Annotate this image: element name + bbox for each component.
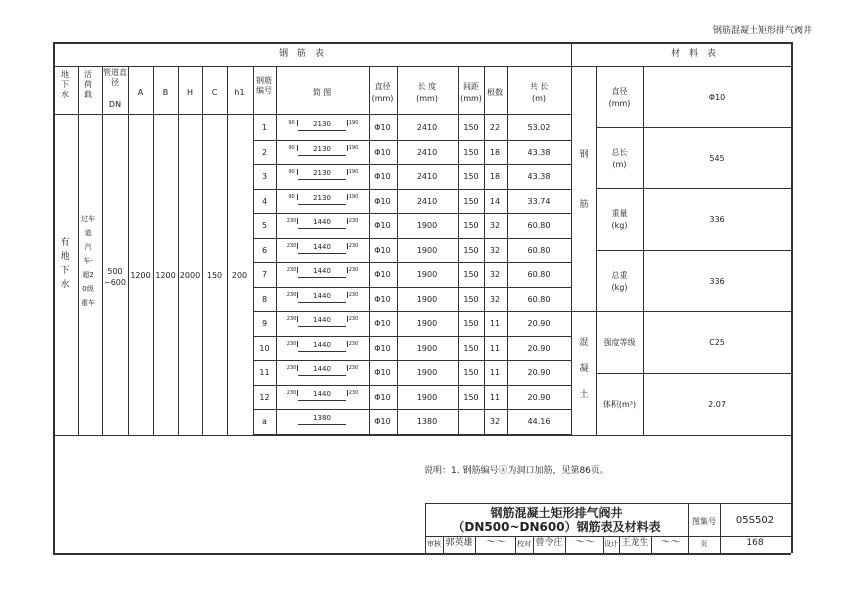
bar-no: a bbox=[262, 417, 267, 426]
bar-spacing: 150 bbox=[463, 344, 479, 353]
bar-dia: Φ10 bbox=[374, 172, 391, 181]
bar-length: 1900 bbox=[416, 295, 438, 304]
sketch-hook-left: 90 bbox=[286, 169, 298, 175]
bar-total: 53.02 bbox=[527, 123, 551, 132]
steel-label: 钢 筋 bbox=[579, 150, 589, 210]
sketch-hook-right: 230 bbox=[348, 243, 359, 249]
bar-total: 33.74 bbox=[527, 197, 551, 206]
grid-line bbox=[596, 188, 791, 189]
col-b: B bbox=[162, 88, 169, 97]
sketch-hook-left: 90 bbox=[286, 194, 298, 200]
bar-sketch bbox=[286, 388, 358, 404]
grid-line bbox=[153, 66, 154, 435]
sketch-hook-right: 190 bbox=[348, 194, 359, 200]
sketch-hook-left: 230 bbox=[286, 243, 297, 249]
bar-sketch bbox=[286, 118, 358, 134]
designer-signature: ～～ bbox=[659, 537, 680, 548]
bar-total: 43.38 bbox=[527, 148, 551, 157]
bar-length: 2410 bbox=[416, 197, 438, 206]
designer: 王龙生 bbox=[621, 538, 649, 548]
sketch-length: 2130 bbox=[298, 168, 346, 180]
bar-sketch bbox=[286, 241, 358, 257]
bar-length: 1380 bbox=[416, 417, 438, 426]
bar-no: 3 bbox=[261, 172, 268, 181]
col-sketch: 简 图 bbox=[312, 88, 332, 97]
sketch-hook-left: 90 bbox=[286, 145, 298, 151]
material-table-title: 材 料 表 bbox=[671, 49, 719, 59]
material-unit: (mm) bbox=[608, 98, 631, 108]
bar-dia: Φ10 bbox=[374, 246, 391, 255]
material-label: 强度等级 bbox=[603, 338, 636, 347]
sketch-length: 2130 bbox=[298, 193, 346, 205]
bar-no: 4 bbox=[261, 197, 268, 206]
bar-dia: Φ10 bbox=[374, 344, 391, 353]
sketch-hook-right: 230 bbox=[348, 292, 359, 298]
bar-sketch bbox=[286, 192, 358, 208]
bar-total: 20.90 bbox=[527, 344, 551, 353]
load-value: 过车道 汽车-超20级重车 bbox=[81, 215, 95, 307]
sketch-length: 2130 bbox=[298, 119, 346, 131]
grid-line bbox=[53, 66, 791, 67]
bar-no: 12 bbox=[259, 393, 270, 402]
header-title: 钢筋混凝土矩形排气阀井 bbox=[712, 26, 812, 36]
col-a: A bbox=[137, 88, 144, 97]
col-spacing: 间距 bbox=[463, 82, 479, 91]
col-dia-unit: (mm) bbox=[371, 94, 394, 103]
bar-length: 2410 bbox=[416, 172, 438, 181]
grid-line bbox=[791, 42, 793, 553]
c-value: 150 bbox=[206, 271, 223, 280]
bar-dia: Φ10 bbox=[374, 197, 391, 206]
grid-line bbox=[571, 311, 791, 312]
b-value: 1200 bbox=[155, 271, 176, 280]
bar-count: 11 bbox=[489, 319, 501, 328]
material-label: 总重 bbox=[611, 270, 628, 280]
material-value: 336 bbox=[709, 215, 725, 224]
grid-line bbox=[276, 66, 277, 435]
bar-sketch bbox=[286, 339, 358, 355]
grid-line bbox=[102, 66, 103, 435]
bar-no: 6 bbox=[261, 246, 268, 255]
bar-spacing: 150 bbox=[463, 368, 479, 377]
design-label: 设计 bbox=[604, 540, 618, 548]
bar-sketch bbox=[286, 363, 358, 379]
grid-line bbox=[253, 189, 571, 190]
bar-total: 60.80 bbox=[527, 246, 551, 255]
bar-count: 32 bbox=[489, 270, 501, 279]
sketch-hook-right: 230 bbox=[348, 316, 359, 322]
grid-line bbox=[253, 238, 571, 239]
grid-line bbox=[596, 250, 791, 251]
bar-no: 9 bbox=[261, 319, 268, 328]
col-underground: 地下水 bbox=[61, 70, 69, 99]
sketch-hook-left: 230 bbox=[286, 341, 297, 347]
bar-sketch bbox=[286, 290, 358, 306]
bar-sketch bbox=[286, 167, 358, 183]
material-value: Φ10 bbox=[708, 92, 726, 102]
sketch-length: 1440 bbox=[298, 242, 346, 254]
bar-no: 10 bbox=[259, 344, 270, 353]
grid-line bbox=[253, 262, 571, 263]
sketch-length: 1440 bbox=[298, 389, 346, 401]
bar-count: 18 bbox=[489, 172, 501, 181]
bar-dia: Φ10 bbox=[374, 368, 391, 377]
col-dia: 直径 bbox=[374, 82, 391, 91]
sketch-hook-left: 230 bbox=[286, 316, 297, 322]
sketch-length: 1440 bbox=[298, 266, 346, 278]
bar-dia: Φ10 bbox=[374, 270, 391, 279]
h1-value: 200 bbox=[231, 271, 248, 280]
bar-total: 60.80 bbox=[527, 270, 551, 279]
h-value: 2000 bbox=[179, 271, 201, 280]
grid-line bbox=[596, 127, 791, 128]
bar-count: 22 bbox=[489, 123, 501, 132]
underground-value: 有地下水 bbox=[60, 238, 70, 290]
grid-line bbox=[253, 385, 571, 386]
grid-line bbox=[596, 373, 791, 374]
grid-line bbox=[253, 140, 571, 141]
bar-length: 1900 bbox=[416, 221, 438, 230]
bar-spacing: 150 bbox=[463, 123, 479, 132]
bar-dia: Φ10 bbox=[374, 295, 391, 304]
material-label: 直径 bbox=[611, 86, 628, 96]
grid-line bbox=[253, 287, 571, 288]
bar-count: 18 bbox=[489, 148, 501, 157]
bar-count: 11 bbox=[489, 344, 501, 353]
material-unit: (kg) bbox=[611, 282, 628, 292]
checker-signature: ～～ bbox=[574, 537, 594, 548]
sketch-length: 1380 bbox=[298, 413, 346, 425]
material-value: 336 bbox=[709, 276, 725, 286]
sketch-hook-right: 230 bbox=[348, 267, 359, 273]
grid-line bbox=[53, 114, 571, 115]
checker: 曾令庄 bbox=[535, 538, 563, 548]
sketch-hook-right: 230 bbox=[348, 390, 359, 396]
col-c: C bbox=[211, 88, 218, 97]
bar-length: 1900 bbox=[416, 344, 438, 353]
a-value: 1200 bbox=[130, 271, 151, 280]
sketch-length: 1440 bbox=[298, 364, 346, 376]
grid-line bbox=[253, 213, 571, 214]
grid-line bbox=[253, 360, 571, 361]
grid-line bbox=[253, 164, 571, 165]
bar-sketch bbox=[286, 412, 358, 428]
grid-line bbox=[202, 66, 203, 435]
bar-total: 43.38 bbox=[527, 172, 551, 181]
sketch-hook-left: 230 bbox=[286, 267, 297, 273]
bar-spacing: 150 bbox=[463, 295, 479, 304]
bar-dia: Φ10 bbox=[374, 221, 391, 230]
grid-line bbox=[425, 503, 791, 504]
page-label: 页 bbox=[700, 540, 708, 548]
bar-total: 20.90 bbox=[527, 368, 551, 377]
sketch-length: 1440 bbox=[298, 340, 346, 352]
sketch-hook-right: 230 bbox=[348, 365, 359, 371]
grid-line bbox=[53, 435, 791, 436]
grid-line bbox=[128, 66, 129, 435]
bar-dia: Φ10 bbox=[374, 417, 391, 426]
col-count: 根数 bbox=[487, 88, 503, 97]
bar-sketch bbox=[286, 216, 358, 232]
sketch-hook-right: 190 bbox=[348, 169, 359, 175]
col-length-unit: (mm) bbox=[416, 94, 438, 103]
bar-no: 2 bbox=[261, 148, 268, 157]
dn-value: 500 ~600 bbox=[104, 267, 126, 287]
col-total: 共 长 bbox=[529, 82, 549, 91]
sketch-hook-right: 190 bbox=[348, 120, 359, 126]
bar-spacing: 150 bbox=[463, 197, 479, 206]
bar-dia: Φ10 bbox=[374, 319, 391, 328]
bar-length: 2410 bbox=[416, 148, 438, 157]
bar-no: 8 bbox=[261, 295, 268, 304]
sketch-hook-left: 230 bbox=[286, 218, 297, 224]
review-label: 审核 bbox=[427, 540, 441, 548]
bar-spacing: 150 bbox=[463, 148, 479, 157]
bar-spacing: 150 bbox=[463, 393, 479, 402]
bar-count: 11 bbox=[489, 393, 501, 402]
bar-no: 7 bbox=[261, 270, 268, 279]
grid-line bbox=[253, 409, 571, 410]
sketch-hook-left: 90 bbox=[286, 120, 298, 126]
bar-length: 1900 bbox=[416, 319, 438, 328]
bar-dia: Φ10 bbox=[374, 393, 391, 402]
sketch-hook-right: 230 bbox=[348, 341, 359, 347]
bar-no: 1 bbox=[261, 123, 268, 132]
reviewer: 郭英雄 bbox=[445, 538, 473, 548]
sketch-length: 2130 bbox=[298, 144, 346, 156]
rebar-table-title: 钢 筋 表 bbox=[279, 49, 327, 59]
bar-total: 60.80 bbox=[527, 221, 551, 230]
sketch-hook-right: 190 bbox=[348, 145, 359, 151]
bar-count: 32 bbox=[489, 246, 501, 255]
sketch-hook-right: 230 bbox=[348, 218, 359, 224]
bar-count: 32 bbox=[489, 221, 501, 230]
col-length: 长 度 bbox=[417, 82, 437, 91]
col-pipe-dn: DN bbox=[108, 100, 122, 109]
title-line2: （DN500~DN600）钢筋表及材料表 bbox=[452, 520, 661, 534]
bar-spacing: 150 bbox=[463, 270, 479, 279]
material-value: 2.07 bbox=[708, 400, 726, 409]
bar-length: 2410 bbox=[416, 123, 438, 132]
col-pipe-dia: 管道直径 bbox=[103, 68, 127, 87]
col-h: H bbox=[186, 88, 193, 97]
material-unit: (kg) bbox=[611, 221, 628, 230]
col-bar-no: 钢筋编号 bbox=[256, 76, 272, 95]
grid-line bbox=[571, 42, 572, 435]
bar-total: 20.90 bbox=[527, 319, 551, 328]
bar-spacing: 150 bbox=[463, 221, 479, 230]
bar-no: 5 bbox=[261, 221, 268, 230]
concrete-label: 混 凝 土 bbox=[579, 338, 589, 400]
page-no: 168 bbox=[746, 538, 764, 548]
bar-length: 1900 bbox=[416, 393, 438, 402]
title-line1: 钢筋混凝土矩形排气阀井 bbox=[490, 506, 623, 520]
bar-count: 32 bbox=[489, 295, 501, 304]
col-total-unit: (m) bbox=[531, 94, 547, 103]
bar-spacing: 150 bbox=[463, 172, 479, 181]
bar-count: 14 bbox=[489, 197, 501, 206]
sketch-hook-left: 230 bbox=[286, 292, 297, 298]
sketch-hook-left: 230 bbox=[286, 365, 297, 371]
bar-length: 1900 bbox=[416, 270, 438, 279]
note-text: 说明：1. 钢筋编号ⓐ为洞口加筋，见第86页。 bbox=[424, 466, 609, 476]
material-value: C25 bbox=[709, 338, 725, 347]
bar-total: 20.90 bbox=[527, 393, 551, 402]
grid-line bbox=[253, 311, 571, 312]
material-unit: (m) bbox=[612, 159, 627, 169]
bar-total: 44.16 bbox=[527, 417, 551, 426]
material-value: 545 bbox=[709, 153, 725, 163]
atlas-label: 图集号 bbox=[692, 517, 716, 526]
bar-spacing: 150 bbox=[463, 246, 479, 255]
bar-length: 1900 bbox=[416, 246, 438, 255]
grid-line bbox=[53, 42, 55, 553]
atlas-no: 05S502 bbox=[735, 515, 775, 526]
check-label: 校对 bbox=[517, 540, 531, 548]
grid-line bbox=[178, 66, 179, 435]
grid-line bbox=[53, 553, 791, 555]
sketch-length: 1440 bbox=[298, 217, 346, 229]
sketch-length: 1440 bbox=[298, 315, 346, 327]
material-label: 总长 bbox=[611, 147, 628, 157]
bar-dia: Φ10 bbox=[374, 123, 391, 132]
bar-total: 60.80 bbox=[527, 295, 551, 304]
reviewer-signature: ～～ bbox=[485, 537, 505, 548]
bar-length: 1900 bbox=[416, 368, 438, 377]
bar-dia: Φ10 bbox=[374, 148, 391, 157]
bar-no: 11 bbox=[259, 368, 270, 377]
sketch-hook-left: 230 bbox=[286, 390, 297, 396]
col-spacing-unit: (mm) bbox=[460, 94, 482, 103]
col-h1: h1 bbox=[234, 88, 245, 97]
bar-spacing: 150 bbox=[463, 319, 479, 328]
grid-line bbox=[253, 336, 571, 337]
grid-line bbox=[78, 66, 79, 435]
bar-sketch bbox=[286, 265, 358, 281]
bar-count: 11 bbox=[489, 368, 501, 377]
grid-line bbox=[53, 42, 791, 44]
bar-count: 32 bbox=[489, 417, 501, 426]
bar-sketch bbox=[286, 143, 358, 159]
sketch-length: 1440 bbox=[298, 291, 346, 303]
bar-sketch bbox=[286, 314, 358, 330]
material-label: 体积(m³) bbox=[602, 400, 637, 409]
grid-line bbox=[227, 66, 228, 435]
col-load: 活荷载 bbox=[84, 70, 92, 99]
material-label: 重量 bbox=[611, 209, 628, 218]
